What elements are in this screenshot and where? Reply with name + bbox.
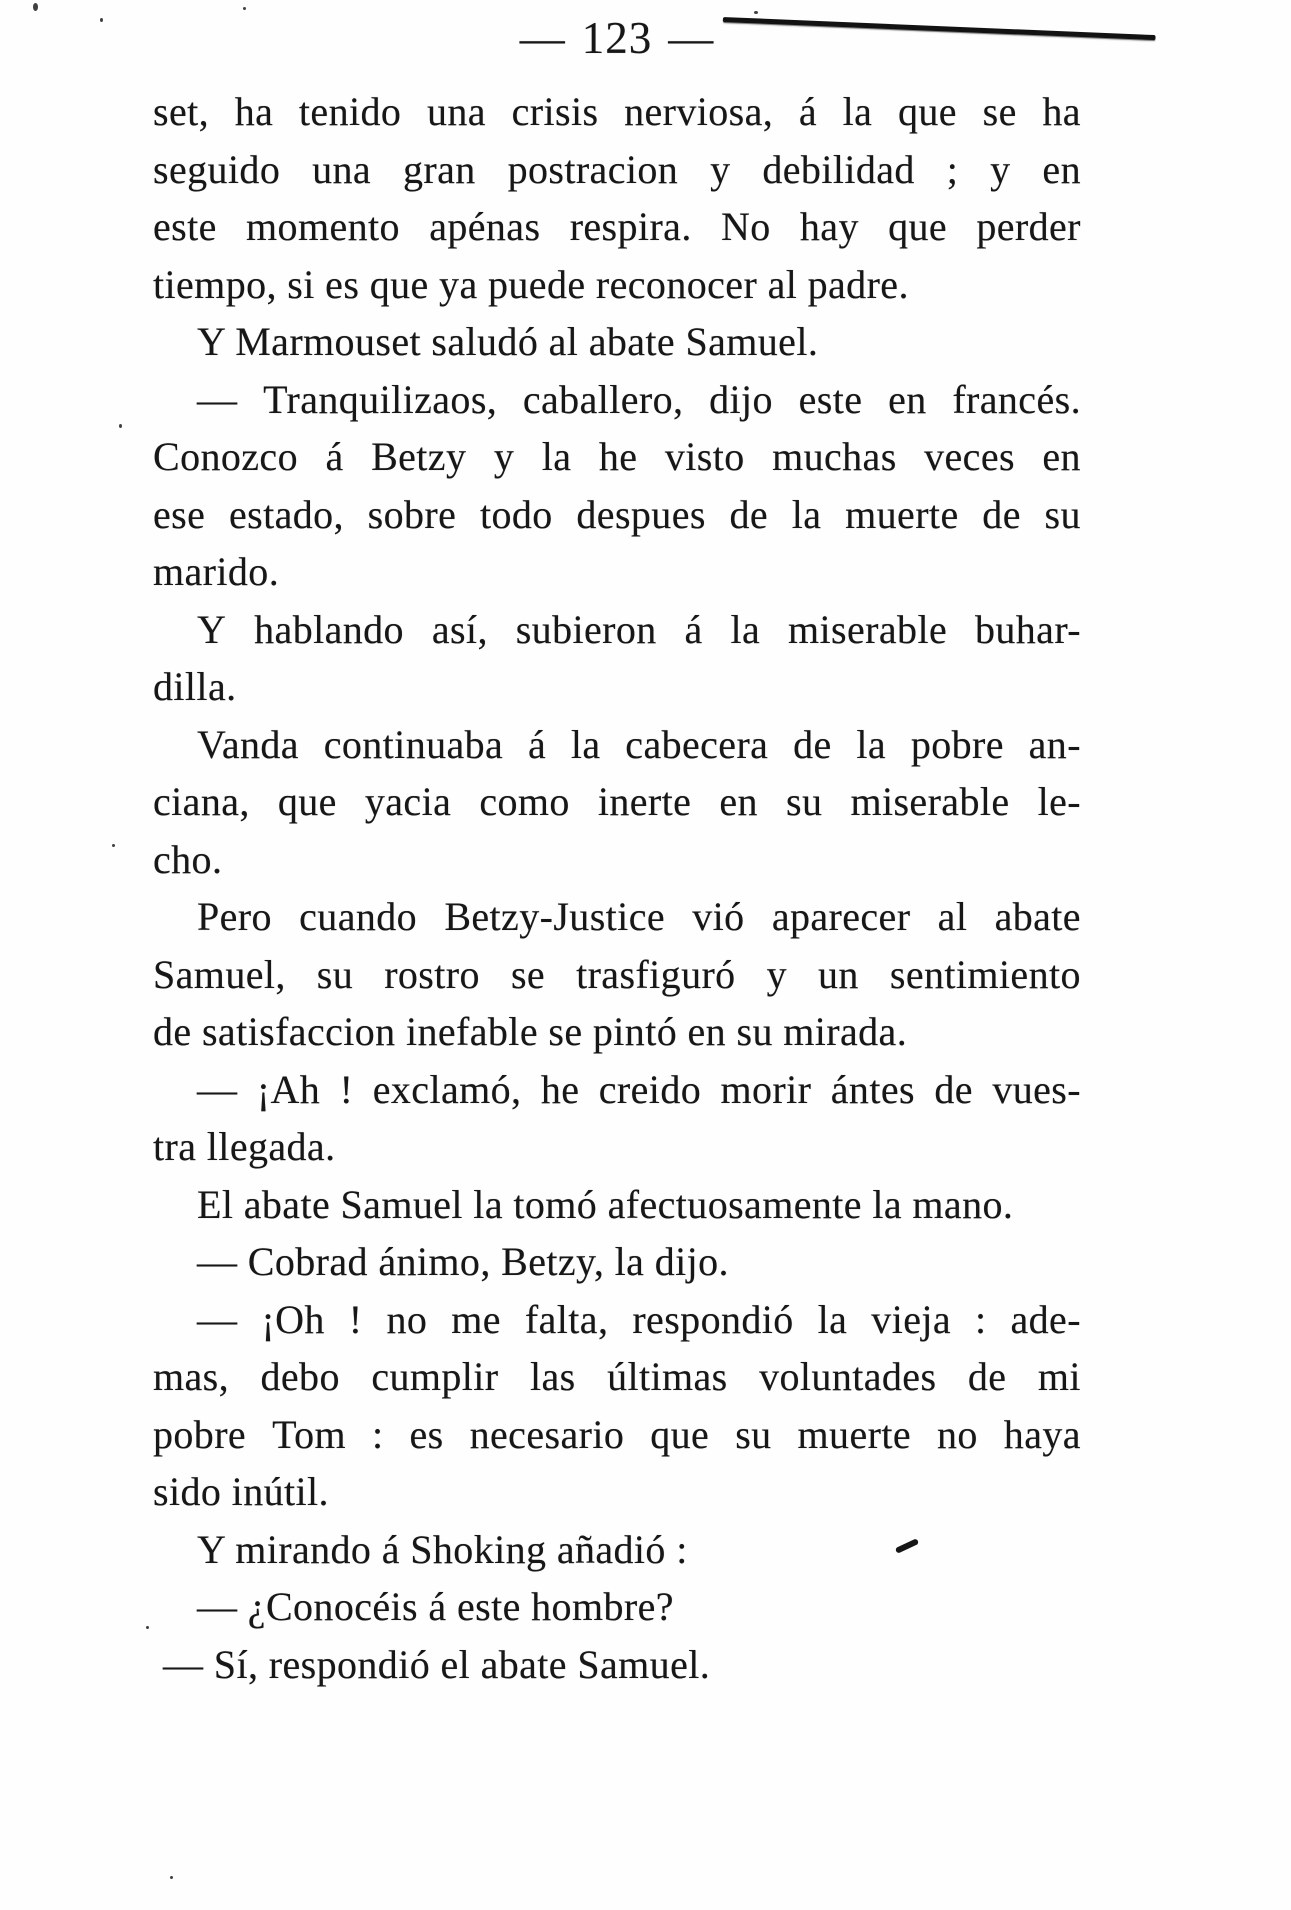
word: caballero, (522, 376, 684, 422)
text-line (153, 773, 1081, 831)
word: una (426, 89, 486, 134)
word: he (598, 434, 638, 479)
scan-speck (146, 1626, 149, 1629)
word: Conozco (153, 434, 298, 479)
text-line (153, 198, 1081, 256)
word: cumplir (371, 1354, 499, 1399)
word: su (1044, 491, 1081, 537)
word: — (197, 1296, 238, 1342)
word: vió (692, 894, 745, 939)
text-line: Y Marmouset saludó al abate Samuel. (197, 319, 819, 364)
word: muchas (772, 434, 897, 479)
word: en (719, 779, 758, 824)
word: á (527, 721, 547, 767)
word: la (570, 721, 601, 767)
word: y (493, 434, 515, 479)
text-line: de satisfaccion inefable se pintó en su mirada. (153, 1009, 908, 1054)
word: nerviosa, (624, 89, 774, 134)
word: es (409, 1411, 444, 1457)
word: que (888, 204, 948, 249)
header-left-dash: — (519, 13, 566, 63)
word: muerte (797, 1411, 912, 1457)
text-line: tra llegada. (153, 1124, 336, 1169)
word: la (842, 89, 873, 134)
word: pobre (910, 721, 1004, 767)
text-line: El abate Samuel la tomó afectuosamente la mano. (197, 1181, 1014, 1227)
word: necesario (469, 1411, 625, 1457)
word: haya (1003, 1411, 1081, 1457)
word: sobre (367, 491, 457, 537)
text-line: tiempo, si es que ya puede reconocer al padre. (153, 261, 909, 307)
word: set, (153, 89, 210, 134)
word: como (479, 779, 570, 824)
word: hablando (254, 606, 404, 652)
word: una (312, 146, 372, 192)
word: vieja (871, 1296, 952, 1342)
word: ! (348, 1296, 363, 1342)
scan-speck (33, 3, 38, 11)
word: — (197, 1066, 238, 1112)
word: respondió (632, 1296, 794, 1342)
text-line: marido. (153, 549, 280, 594)
word: sentimiento (889, 951, 1081, 997)
word: ántes (830, 1066, 915, 1112)
word: trasfiguró (576, 951, 736, 997)
word: ese (153, 491, 206, 537)
word: de (934, 1066, 973, 1112)
word: debilidad (762, 146, 915, 192)
word: yacia (364, 779, 452, 824)
word: abate (994, 894, 1081, 939)
word: gran (402, 146, 476, 192)
word: de (729, 491, 769, 537)
text-line (153, 601, 1081, 659)
word: cuando (299, 894, 418, 939)
text-line: sido inútil. (153, 1469, 329, 1514)
word: visto (664, 434, 745, 479)
word: continuaba (323, 721, 504, 767)
word: ¡Ah (256, 1066, 321, 1112)
word: en (1042, 146, 1081, 192)
text-line (153, 1291, 1081, 1349)
word: Betzy-Justice (444, 894, 666, 939)
scan-speck (112, 844, 115, 847)
word: No (720, 204, 771, 249)
text-line: — ¿Conocéis á este hombre? (197, 1584, 674, 1629)
word: le- (1037, 779, 1081, 824)
word: y (990, 146, 1011, 192)
word: mi (1037, 1354, 1081, 1399)
word: veces (924, 434, 1015, 479)
text-line (153, 888, 1081, 946)
word: — (197, 376, 238, 422)
word: este (798, 376, 863, 422)
word: morir (720, 1066, 812, 1112)
scan-speck (243, 7, 246, 10)
word: se (982, 89, 1017, 134)
word: y (766, 951, 788, 997)
word: tenido (298, 89, 402, 134)
word: ! (339, 1066, 354, 1112)
word: últimas (607, 1354, 728, 1399)
word: Samuel, (153, 951, 286, 997)
word: : (372, 1411, 384, 1457)
word: an- (1028, 721, 1081, 767)
text-line: dilla. (153, 664, 237, 709)
word: las (529, 1354, 576, 1399)
word: cabecera (625, 721, 769, 767)
word: á (325, 434, 344, 479)
word: que (650, 1411, 710, 1457)
text-line (153, 83, 1081, 141)
word: no (937, 1411, 978, 1457)
word: de (982, 491, 1021, 537)
word: momento (246, 204, 400, 249)
word: Tranquilizaos, (263, 376, 498, 422)
text-line (153, 946, 1081, 1004)
text-line (153, 1348, 1081, 1406)
text-line (153, 371, 1081, 429)
scan-speck (119, 424, 122, 428)
word: crisis (511, 89, 599, 134)
word: Vanda (197, 721, 299, 767)
word: hay (799, 204, 859, 249)
word: exclamó, (372, 1066, 522, 1112)
word: pobre (153, 1411, 247, 1457)
word: buhar- (974, 606, 1081, 652)
word: : (975, 1296, 987, 1342)
word: la (817, 1296, 848, 1342)
text-line: — Cobrad ánimo, Betzy, la dijo. (197, 1239, 729, 1284)
word: en (1042, 434, 1081, 479)
word: vues- (992, 1066, 1081, 1112)
word: apénas (429, 204, 541, 249)
word: y (710, 146, 731, 192)
word: despues (576, 491, 706, 537)
text-line (153, 486, 1081, 544)
word: todo (479, 491, 553, 537)
header-right-dash: — (668, 13, 715, 63)
word: así, (431, 606, 488, 652)
scan-speck (170, 1876, 173, 1879)
word: respira. (569, 204, 692, 249)
word: inerte (597, 779, 692, 824)
text-line (153, 1061, 1081, 1119)
word: la (541, 434, 572, 479)
text-line (153, 716, 1081, 774)
word: miserable (788, 606, 948, 652)
page-number: 123 (581, 13, 653, 63)
word: la (856, 721, 887, 767)
word: Pero (197, 894, 272, 939)
word: mas, (153, 1354, 230, 1399)
word: me (451, 1296, 501, 1342)
word: la (791, 491, 822, 537)
text-line (153, 428, 1081, 486)
word: ciana, (153, 779, 250, 824)
word: de (967, 1354, 1007, 1399)
word: su (735, 1411, 772, 1457)
page-header (153, 13, 1081, 63)
word: la (730, 606, 761, 652)
word: perder (976, 204, 1081, 249)
word: ¡Oh (261, 1296, 325, 1342)
text-line: cho. (153, 836, 223, 882)
scan-speck (100, 18, 103, 22)
text-line: Y mirando á Shoking añadió : (197, 1526, 688, 1572)
word: creido (598, 1066, 702, 1112)
word: ; (946, 146, 959, 192)
word: en (888, 376, 927, 422)
word: á (798, 89, 818, 134)
word: ha (1042, 89, 1081, 134)
word: su (316, 951, 354, 997)
text-line (153, 141, 1081, 199)
word: francés. (952, 376, 1081, 422)
text-line: — Sí, respondió el abate Samuel. (163, 1641, 711, 1687)
word: Y (197, 606, 227, 652)
word: miserable (850, 779, 1010, 824)
text-line (153, 1406, 1081, 1464)
scan-speck (754, 11, 758, 14)
word: rostro (384, 951, 480, 997)
word: falta, (524, 1296, 609, 1342)
word: á (684, 606, 703, 652)
word: voluntades (759, 1354, 937, 1399)
word: dijo (709, 376, 773, 422)
word: ade- (1010, 1296, 1081, 1342)
word: su (786, 779, 823, 824)
word: no (386, 1296, 428, 1342)
word: postracion (507, 146, 679, 192)
word: un (818, 951, 859, 997)
word: aparecer (771, 894, 911, 939)
word: muerte (845, 491, 959, 537)
word: Betzy (371, 434, 467, 479)
word: seguido (153, 146, 281, 192)
word: este (153, 204, 217, 249)
word: he (540, 1066, 580, 1112)
word: Tom (272, 1411, 347, 1457)
word: se (510, 951, 546, 997)
word: ha (234, 89, 274, 134)
word: que (898, 89, 957, 134)
word: estado, (228, 491, 344, 537)
word: de (793, 721, 832, 767)
word: debo (260, 1354, 340, 1399)
word: al (937, 894, 968, 939)
text-block (153, 83, 1081, 1693)
word: que (277, 779, 337, 824)
word: subieron (515, 606, 657, 652)
